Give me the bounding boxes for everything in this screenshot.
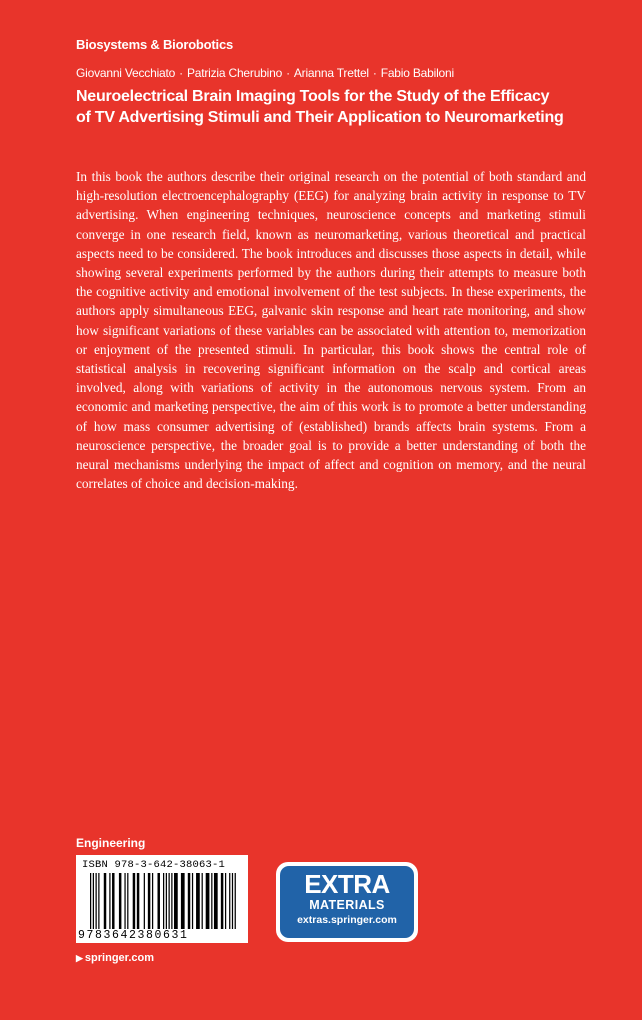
barcode-bar	[188, 873, 190, 929]
barcode-bar	[174, 873, 178, 929]
barcode-bar	[127, 873, 128, 929]
barcode-bar	[211, 873, 212, 929]
barcode-bar	[202, 873, 203, 929]
barcode-bar	[148, 873, 150, 929]
barcode-bar	[137, 873, 139, 929]
barcode-bar	[109, 873, 110, 929]
barcode-bar	[144, 873, 145, 929]
series-name: Biosystems & Biorobotics	[76, 37, 234, 52]
barcode-digits: 9783642380631	[78, 929, 189, 942]
author-name: Patrizia Cherubino	[186, 66, 283, 80]
publisher-website-text: springer.com	[84, 952, 154, 964]
badge-url: extras.springer.com	[297, 914, 397, 926]
barcode-bar	[98, 873, 99, 929]
barcode-bar	[166, 873, 167, 929]
barcode-bar	[206, 873, 210, 929]
barcode-bar	[90, 873, 91, 929]
barcode-bar	[181, 873, 185, 929]
author-name: Giovanni Vecchiato	[76, 66, 176, 80]
extra-materials-badge[interactable]	[276, 862, 418, 942]
isbn-barcode	[76, 855, 248, 943]
author-name: Arianna Trettel	[293, 66, 369, 80]
barcode-bar	[221, 873, 223, 929]
barcode-bar	[152, 873, 153, 929]
book-title	[76, 86, 596, 128]
barcode-bar	[157, 873, 159, 929]
barcode-bar	[96, 873, 97, 929]
barcode-bar	[196, 873, 200, 929]
arrow-icon: ▶	[76, 953, 83, 963]
barcode-bar	[229, 873, 230, 929]
barcode-bar	[214, 873, 218, 929]
badge-materials-word: MATERIALS	[309, 898, 385, 912]
publisher-website[interactable]	[76, 952, 154, 964]
barcode-bars	[90, 873, 236, 929]
book-description	[76, 167, 586, 493]
barcode-bar	[171, 873, 172, 929]
extra-materials-badge-inner	[280, 866, 414, 938]
barcode-bar	[93, 873, 94, 929]
badge-extra-word: EXTRA	[304, 869, 390, 899]
barcode-bar	[119, 873, 121, 929]
barcode-bar	[169, 873, 170, 929]
barcode-bar	[232, 873, 233, 929]
barcode-bar	[124, 873, 125, 929]
barcode-bar	[112, 873, 114, 929]
author-name: Fabio Babiloni	[380, 66, 454, 80]
book-title-line-1: Neuroelectrical Brain Imaging Tools for the Study of the Efficacy	[76, 88, 550, 105]
barcode-bar	[192, 873, 193, 929]
barcode-bar	[225, 873, 226, 929]
book-description-text: In this book the authors describe their original research on the potential of both standard and high-resolution electroencephalography (EEG) for analyzing brain activity in response to TV advertising. When engineering techniques, neuroscience concepts and marketing stimuli converge in one research field, known as neuromarketing, various theoretical and practical aspects need to be considered. The book introduces and discusses those aspects in detail, while showing several experiments performed by the authors during their attempts to measure both the cognitive activity and emotional involvement of the test subjects. In these experiments, the authors apply simultaneous EEG, galvanic skin response and heart rate monitoring, and show how significant variations of these variables can be associated with attention to, memorization or enjoyment of the presented stimuli. In particular, this book shows the central role of statistical analysis in recovering significant information on the scalp and cortical areas involved, along with variations of activity in the autonomous nervous system. From an economic and marketing perspective, the aim of this work is to promote a better understanding of how mass consumer advertising of (established) brands affects brain systems. From a neuroscience perspective, the broader goal is to provide a better understanding of both the neural mechanisms underlying the impact of affect and cognition on memory, and the neural correlates of choice and decision-making.	[76, 169, 586, 492]
barcode-bar	[104, 873, 106, 929]
barcode-bar	[163, 873, 164, 929]
book-title-line-2: of TV Advertising Stimuli and Their Application to Neuromarketing	[76, 109, 564, 126]
discipline-label: Engineering	[76, 836, 146, 850]
isbn-label: ISBN 978-3-642-38063-1	[82, 859, 226, 871]
barcode-bar	[235, 873, 236, 929]
barcode-bar	[133, 873, 135, 929]
authors-line: Giovanni Vecchiato · Patrizia Cherubino · Arianna Trettel · Fabio Babiloni	[76, 66, 454, 80]
